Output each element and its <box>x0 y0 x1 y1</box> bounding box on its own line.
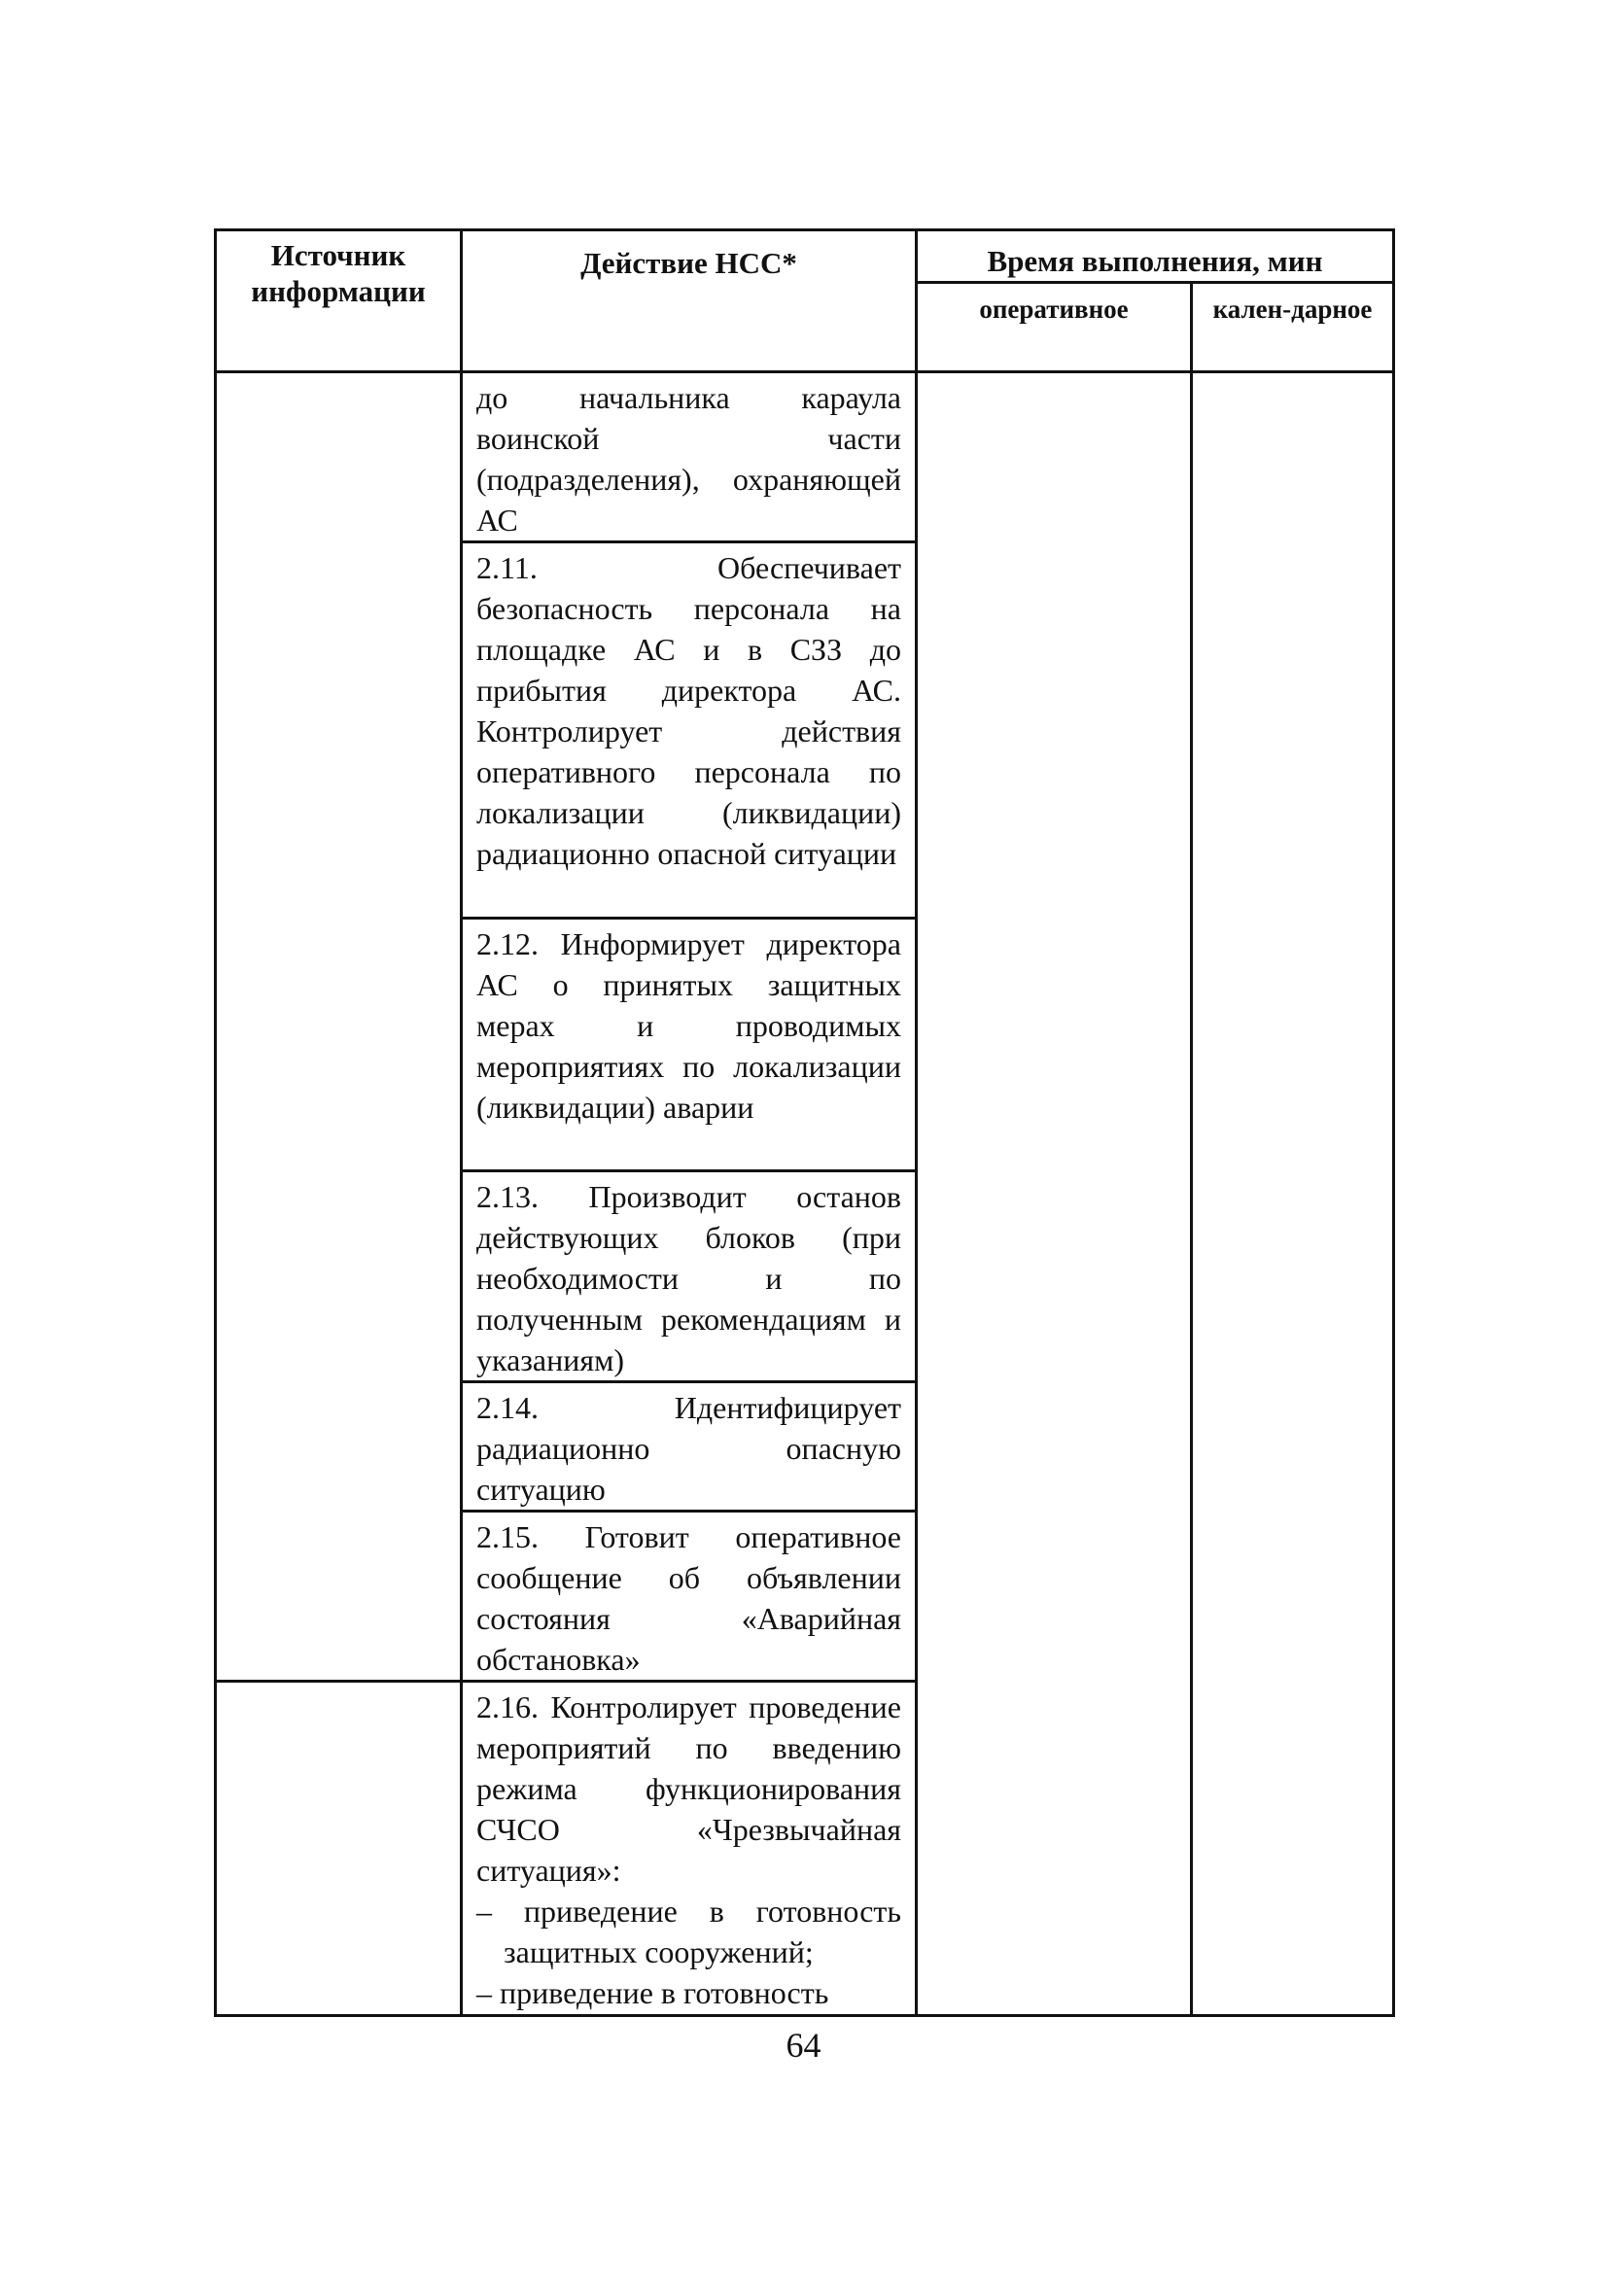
header-time-calendar: кален-дарное <box>1192 283 1394 372</box>
action-cell: 2.15. Готовит оперативное сообщение об объявлении состояния «Аварийная обстановка» <box>462 1512 917 1682</box>
table-row <box>216 372 1394 542</box>
document-table <box>214 228 1395 2017</box>
time-operational-cell <box>917 372 1192 2016</box>
action-cell: 2.12. Информирует директора АС о принятых защитных мерах и проводимых мероприятиях по локализации (ликвидации) аварии <box>462 919 917 1171</box>
source-cell <box>216 1682 462 2016</box>
time-calendar-cell <box>1192 372 1394 2016</box>
action-cell: 2.13. Производит останов действующих блоков (при необходимости и по полученным рекомендациям и указаниям) <box>462 1171 917 1382</box>
header-source: Источник информации <box>216 230 462 372</box>
list-item: – приведение в готовность защитных сооружений; <box>476 1894 901 1969</box>
action-cell: 2.11. Обеспечивает безопасность персонала на площадке АС и в СЗЗ до прибытия директора АС. Контролирует действия оперативного персонала по локализации (ликвидации) радиационно опасной ситуации <box>462 542 917 919</box>
list-item: – приведение в готовность <box>476 1975 829 2010</box>
action-cell: до начальника караула воинской части (подразделения), охраняющей АС <box>462 372 917 542</box>
action-cell <box>462 1682 917 2016</box>
action-cell: 2.14. Идентифицирует радиационно опасную ситуацию <box>462 1382 917 1512</box>
action-text: 2.16. Контролирует проведение мероприятий по введению режима функционирования СЧСО «Чрезвычайная ситуация»: <box>476 1689 901 1888</box>
header-action: Действие НСС* <box>462 230 917 372</box>
page-number: 64 <box>786 2026 821 2065</box>
header-time: Время выполнения, мин <box>917 230 1394 283</box>
source-cell <box>216 372 462 1682</box>
header-time-operational: оперативное <box>917 283 1192 372</box>
